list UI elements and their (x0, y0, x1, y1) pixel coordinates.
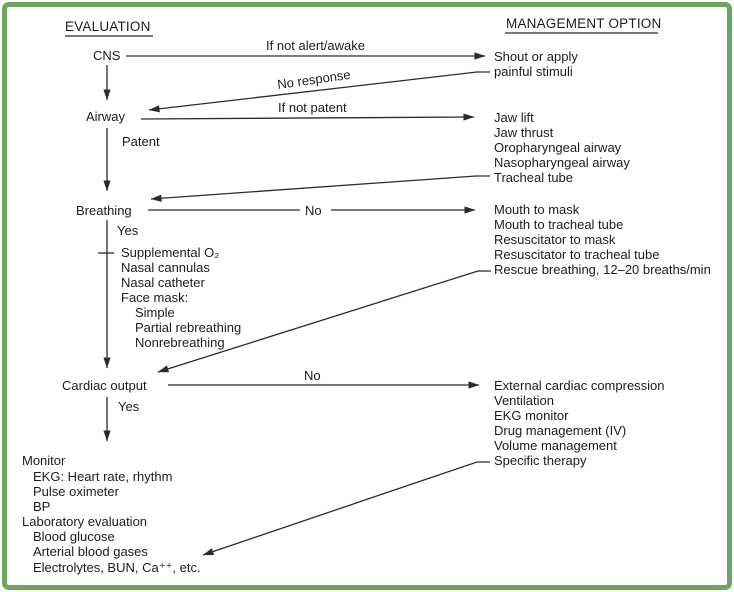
management-option-cardiac: External cardiac compression (494, 378, 665, 393)
oxygen-option: Nasal cannulas (121, 260, 210, 275)
evaluation-header: EVALUATION (65, 19, 151, 34)
node-airway: Airway (86, 109, 126, 124)
management-option-breathing: Rescue breathing, 12–20 breaths/min (494, 262, 711, 277)
lab-item: Arterial blood gases (33, 544, 148, 559)
management-option-cns: Shout or apply (494, 49, 578, 64)
label-patent: Patent (122, 134, 160, 149)
oxygen-option: Supplemental O₂ (121, 245, 220, 260)
node-laboratory-evaluation: Laboratory evaluation (22, 514, 148, 529)
management-option-airway: Oropharyngeal airway (494, 140, 622, 155)
label-breathing-yes: Yes (117, 223, 139, 238)
edge-label-no-response: No response (276, 66, 352, 92)
oxygen-option-facemask-sub: Partial rebreathing (135, 320, 242, 335)
management-option-airway: Tracheal tube (494, 170, 574, 185)
management-option-cardiac: Specific therapy (494, 453, 587, 468)
management-option-airway: Jaw thrust (494, 125, 554, 140)
node-cns: CNS (93, 48, 121, 63)
management-option-airway: Nasopharyngeal airway (494, 155, 630, 170)
monitor-item: BP (33, 499, 51, 514)
oxygen-option: Face mask: (121, 290, 189, 305)
management-option-cns: painful stimuli (494, 64, 573, 79)
monitor-item: EKG: Heart rate, rhythm (33, 469, 173, 484)
management-option-breathing: Mouth to mask (494, 202, 580, 217)
node-breathing: Breathing (76, 203, 132, 218)
lab-item: Electrolytes, BUN, Ca⁺⁺, etc. (33, 560, 201, 575)
management-header: MANAGEMENT OPTION (506, 16, 662, 31)
edge-tracheal-to-breathing (151, 176, 490, 199)
management-option-cardiac: Drug management (IV) (494, 423, 627, 438)
edge-airway-to-jaw-lift (141, 117, 474, 119)
management-option-cardiac: Ventilation (494, 393, 554, 408)
edge-specific-therapy-to-labs (203, 462, 490, 555)
management-option-airway: Jaw lift (494, 110, 534, 125)
lab-item: Blood glucose (33, 529, 115, 544)
edge-label-if-not-patent: If not patent (278, 100, 347, 115)
oxygen-option: Nasal catheter (121, 275, 205, 290)
edge-label-cardiac-no: No (304, 368, 321, 383)
monitor-item: Pulse oximeter (33, 484, 119, 499)
edge-label-if-not-alert: If not alert/awake (266, 38, 365, 53)
node-monitor: Monitor (22, 453, 66, 468)
management-option-cardiac: EKG monitor (494, 408, 569, 423)
management-option-breathing: Resuscitator to mask (494, 232, 616, 247)
management-option-breathing: Mouth to tracheal tube (494, 217, 624, 232)
management-option-breathing: Resuscitator to tracheal tube (494, 247, 660, 262)
management-option-cardiac: Volume management (494, 438, 617, 453)
oxygen-option-facemask-sub: Nonrebreathing (135, 335, 225, 350)
oxygen-option-facemask-sub: Simple (135, 305, 175, 320)
node-cardiac-output: Cardiac output (62, 378, 147, 393)
edge-label-breathing-no: No (305, 203, 322, 218)
label-cardiac-yes: Yes (118, 399, 140, 414)
